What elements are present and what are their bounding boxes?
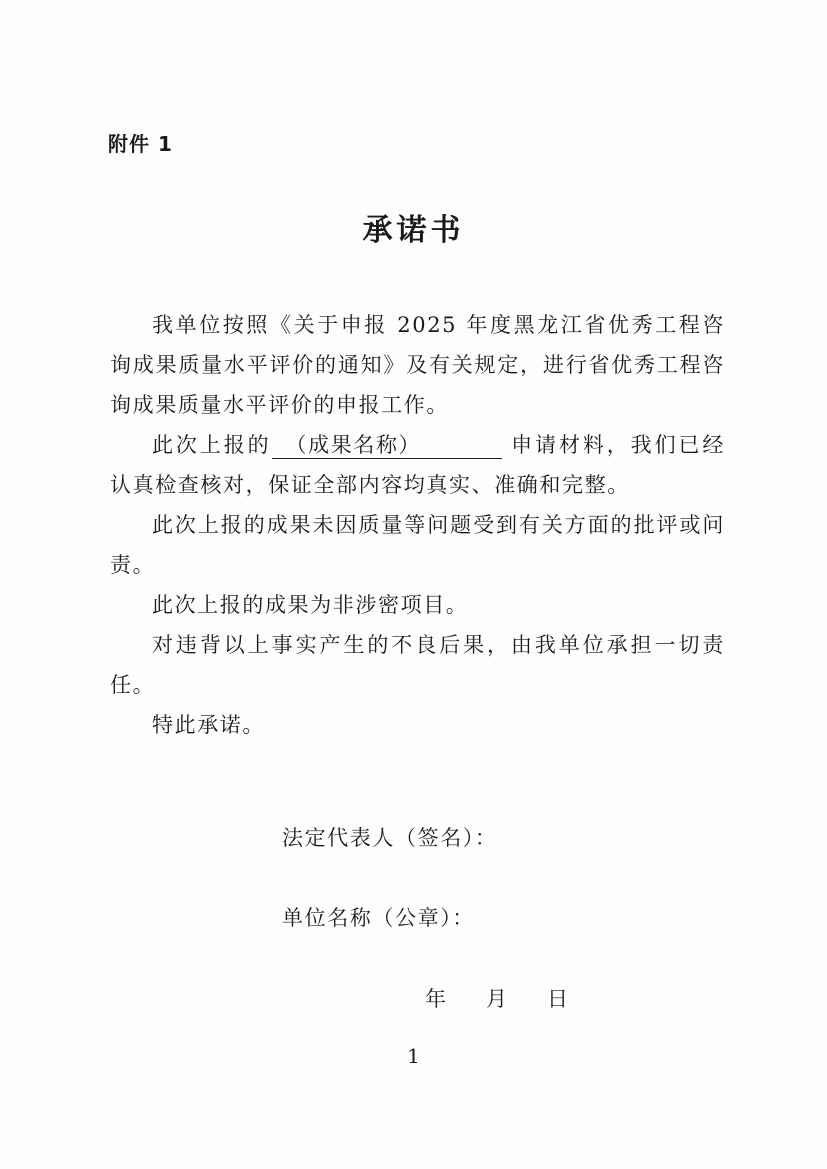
- legal-representative-signature-label: 法定代表人（签名）：: [282, 826, 498, 850]
- paragraph-submission: [110, 425, 725, 505]
- document-body: [110, 305, 725, 745]
- achievement-name-blank: （成果名称）: [272, 432, 502, 459]
- paragraph-closing: 特此承诺。: [152, 713, 265, 737]
- submission-text-before: 此次上报的: [152, 433, 272, 457]
- document-title: 承诺书: [362, 213, 465, 248]
- page-number: 1: [407, 1044, 420, 1068]
- date-month: 月: [486, 987, 507, 1011]
- date-line: [425, 983, 608, 1013]
- paragraph-quality: 此次上报的成果未因质量等问题受到有关方面的批评或问责。: [110, 513, 725, 577]
- date-year: 年: [425, 987, 446, 1011]
- unit-name-seal-label: 单位名称（公章）：: [282, 906, 475, 930]
- date-day: 日: [547, 987, 568, 1011]
- paragraph-liability: 对违背以上事实产生的不良后果，由我单位承担一切责任。: [110, 633, 725, 697]
- submission-text-after: 申请材料，我们已经认真检查核对，保证全部内容均真实、准确和完整。: [110, 433, 725, 497]
- paragraph-basis: 我单位按照《关于申报 2025 年度黑龙江省优秀工程咨询成果质量水平评价的通知》及有关规定，进行省优秀工程咨询成果质量水平评价的申报工作。: [110, 313, 725, 417]
- attachment-label: 附件 1: [108, 132, 173, 156]
- paragraph-nonclassified: 此次上报的成果为非涉密项目。: [152, 593, 469, 617]
